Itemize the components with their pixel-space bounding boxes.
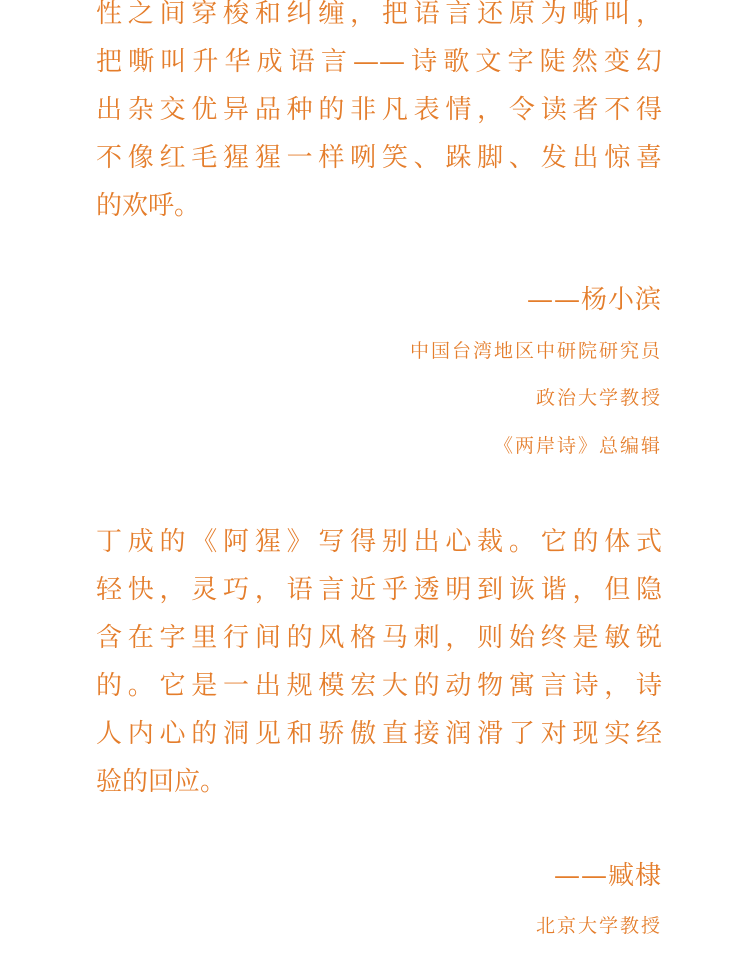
- review-paragraph-1: [96, 0, 662, 230]
- text-line: 轻快，灵巧，语言近乎透明到诙谐，但隐: [96, 575, 662, 605]
- text-line: 验的回应。: [96, 767, 227, 797]
- text-line: 的欢呼。: [96, 191, 201, 221]
- reviewer-1-title: 《两岸诗》总编辑: [493, 435, 662, 457]
- document-page: [96, 0, 662, 961]
- text-line: 丁成的《阿猩》写得别出心裁。它的体式: [96, 527, 662, 557]
- text-line: 含在字里行间的风格马刺，则始终是敏锐: [96, 623, 662, 653]
- reviewer-1-name: ——杨小滨: [526, 285, 662, 315]
- text-line: 不像红毛猩猩一样咧笑、跺脚、发出惊喜: [96, 143, 662, 173]
- text-line: 出杂交优异品种的非凡表情，令读者不得: [96, 95, 662, 125]
- reviewer-2-name: ——臧棣: [553, 861, 662, 891]
- reviewer-1-title: 政治大学教授: [535, 387, 662, 409]
- reviewer-2-title: 北京大学教授: [535, 915, 662, 937]
- text-line: 人内心的洞见和骄傲直接润滑了对现实经: [96, 719, 662, 749]
- text-line: 的。它是一出规模宏大的动物寓言诗，诗: [96, 671, 662, 701]
- text-line: 把嘶叫升华成语言——诗歌文字陡然变幻: [96, 47, 662, 77]
- text-line: 性之间穿梭和纠缠，把语言还原为嘶叫，: [96, 0, 662, 29]
- reviewer-1-title: 中国台湾地区中研院研究员: [409, 340, 662, 362]
- review-paragraph-2: [96, 518, 662, 806]
